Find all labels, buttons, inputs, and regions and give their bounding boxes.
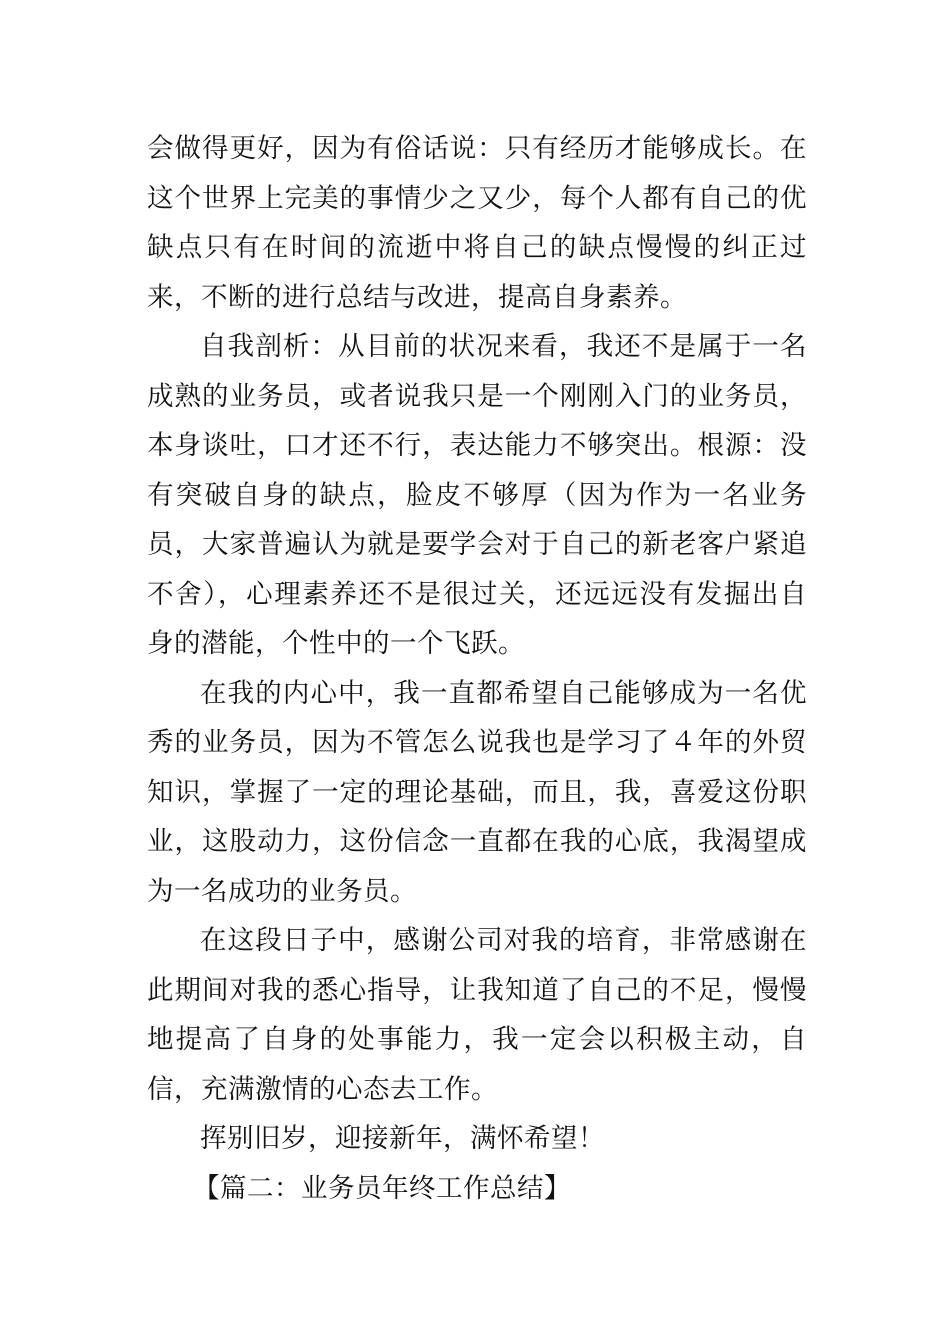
- section-heading: 【篇二：业务员年终工作总结】: [193, 1172, 571, 1204]
- paragraph-self-analysis: 自我剖析：从目前的状况来看，我还不是属于一名成熟的业务员，或者说我只是一个刚刚入门的业务员，本身谈吐，口才还不行，表达能力不够突出。根源：没有突破自身的缺点，脸皮不够厚（因为作为一名业务员，大家普遍认为就是要学会对于自己的新老客户紧追不舍），心理素养还不是很过关，还远远没有发掘出自身的潜能，个性中的一个飞跃。: [147, 331, 807, 659]
- paragraph-aspiration: 在我的内心中，我一直都希望自己能够成为一名优秀的业务员，因为不管怎么说我也是学习了４年的外贸知识，掌握了一定的理论基础，而且，我，喜爱这份职业，这股动力，这份信念一直都在我的心底，我渴望成为一名成功的业务员。: [147, 677, 807, 907]
- paragraph-farewell: 挥别旧岁，迎接新年，满怀希望！: [200, 1123, 605, 1154]
- document-body: [147, 124, 807, 1213]
- paragraph-gratitude: 在这段日子中，感谢公司对我的培育，非常感谢在此期间对我的悉心指导，让我知道了自己的不足，慢慢地提高了自身的处事能力，我一定会以积极主动，自信，充满激情的心态去工作。: [147, 925, 807, 1105]
- paragraph-continuation: 会做得更好，因为有俗话说：只有经历才能够成长。在这个世界上完美的事情少之又少，每个人都有自己的优缺点只有在时间的流逝中将自己的缺点慢慢的纠正过来，不断的进行总结与改进，提高自身素养。: [147, 133, 807, 313]
